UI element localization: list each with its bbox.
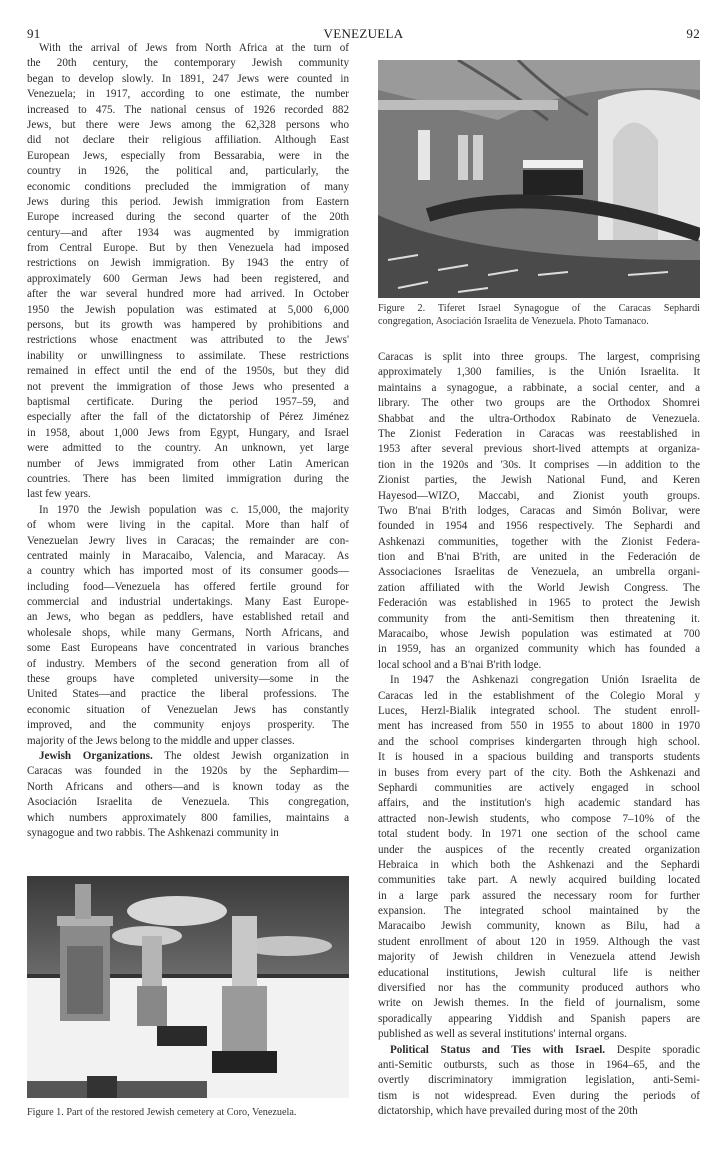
text-line: not prevent the immigration of those Jews who presented a [27, 380, 349, 393]
text-line: Shabbat and the ultra-Orthodox Rabinato de Venezuela. [378, 412, 700, 425]
text-line: anti-Semitic outbursts, such as those in 1964–65, and the [378, 1058, 700, 1071]
text-line: in 1959, has an organized community which has founded a [378, 643, 700, 656]
text-line: remained in effect until the end of the 1950s, but they did [27, 365, 349, 378]
text-line: in a large park assured the necessary room for further [378, 889, 700, 902]
text-line: a country which has imported most of its consumer goods— [27, 565, 349, 578]
text-line: write on Jewish themes. In the field of journalism, some [378, 997, 700, 1010]
text-line: The Zionist Federation in Caracas was reestablished in [378, 427, 700, 440]
text-line: Europe increased during the second quarter of the 20th [27, 211, 349, 224]
text-line: published as well as several institutions' internal organs. [378, 1028, 627, 1041]
text-line: dictatorship, which have prevailed during most of the 20th [378, 1105, 638, 1118]
text-line: It is housed in a spacious building and transports students [378, 751, 700, 764]
text-line: Venezuelan Jewry lives in Caracas; the remainder are con- [27, 534, 349, 547]
text-line: Maracaibo, whose Jewish population was estimated at 700 [378, 628, 700, 641]
right-text-column [378, 350, 700, 1120]
text-line-body: The oldest Jewish organization in [164, 749, 349, 762]
text-line: Asociación Israelita de Venezuela. This congregation, [27, 796, 349, 809]
text-line: restrictions whose enactment was attributed to the Jews' [27, 334, 349, 347]
text-line: Venezuela; in 1917, according to one estimate, the number [27, 88, 349, 101]
page-number-right: 92 [686, 26, 700, 41]
text-line: community from the anti-Semitism then threatening it. [378, 612, 700, 625]
text-line: Two B'nai B'rith lodges, Caracas and Simón Bolivar, were [378, 504, 700, 517]
text-line: including food—Venezuela has offered fertile ground for [27, 580, 349, 593]
text-line: commercial and industrial undertakings. Many East Europe- [27, 596, 349, 609]
text-line: country in 1926, the political and, particularly, the [27, 165, 349, 178]
text-line: expansion. The integrated school maintained by the [378, 905, 700, 918]
text-line: wholesale shops, while many Germans, North Africans, and [27, 626, 349, 639]
text-line: centrated mainly in Maracaibo, Valencia, and Maracay. As [27, 549, 349, 562]
text-line: inability or unwillingness to assimilate. These restrictions [27, 349, 349, 362]
text-line: sporadically appearing Yiddish and Spanish papers are [378, 1012, 700, 1025]
text-line: tion in the 1920s and '30s. It comprises —in addition to the [378, 458, 700, 471]
text-line: number of Jews immigrated from other Latin American [27, 457, 349, 470]
text-line: 1950 the Jewish population was estimated at 5,000 6,000 [27, 303, 349, 316]
text-line: In 1947 the Ashkenazi congregation Unión Israelita de [390, 674, 700, 687]
text-line: economic conditions precluded the immigration of many [27, 180, 349, 193]
text-line: With the arrival of Jews from North Africa at the turn of [39, 42, 349, 54]
text-line: an Jews, who began as peddlers, have established retail and [27, 611, 349, 624]
text-line: countries. There has been limited immigration during the [27, 472, 349, 485]
text-line: restrictions on Jewish immigration. By 1943 the entry of [27, 257, 349, 270]
text-line: Ashkenazi communities, together with the Zionist Federa- [378, 535, 700, 548]
figure-2-caption [378, 302, 700, 329]
text-line: United States—and practice the liberal professions. The [27, 688, 349, 701]
text-line: began to develop slowly. In 1891, 247 Jews were counted in [27, 72, 349, 85]
figure-2-synagogue-photo [378, 60, 700, 298]
left-text-column [27, 41, 349, 841]
text-line: attracted non-Jewish students, who compose 7–10% of the [378, 812, 700, 825]
text-line: Luces, Herzl-Bialik integrated school. The student enroll- [378, 704, 700, 717]
synagogue-photo-image [378, 60, 700, 298]
text-line: ment has increased from 550 in 1955 to about 1800 in 1970 [378, 720, 700, 733]
text-line: library. The other two groups are the Orthodox Shomrei [378, 397, 700, 410]
text-line: In 1970 the Jewish population was c. 15,000, the majority [39, 503, 349, 516]
text-line: Caracas led in the establishment of the Colegio Moral y [378, 689, 700, 702]
text-line: were admitted to the country. An unknown, yet large [27, 442, 349, 455]
text-line: especially after the fall of the dictatorship of Pérez Jiménez [27, 411, 349, 424]
text-line: under the auspices of the recently created organization [378, 843, 700, 856]
text-line: Caracas is split into three groups. The largest, comprising [378, 351, 700, 363]
text-line-body: Despite sporadic [616, 1043, 700, 1056]
text-line: Hebraica in which both the Ashkenazi and the Sephardi [378, 858, 700, 871]
text-line: Hayesod—WIZO, Maccabi, and Zionist youth groups. [378, 489, 700, 502]
text-line: in buses from every part of the city. Both the Ashkenazi and [378, 766, 700, 779]
text-line: in 1958, about 1,000 Jews from Egypt, Hungary, and Israel [27, 426, 349, 439]
cemetery-photo-image [27, 876, 349, 1098]
text-line: diversified nor has the community produced authors who [378, 982, 700, 995]
text-line: of whom were living in the capital. More than half of [27, 519, 349, 532]
text-line: Associaciones Israelitas de Venezuela, an umbrella organi- [378, 566, 700, 579]
text-line [378, 1043, 700, 1058]
text-line: Jews during this period. Jewish immigration from Eastern [27, 195, 349, 208]
text-line: of industry. Members of the second generation from all of [27, 657, 349, 670]
text-line: majority of the Jews belong to the middle and upper classes. [27, 734, 295, 747]
text-line: synagogue and two rabbis. The Ashkenazi community in [27, 826, 279, 839]
text-line: the 20th century, the contemporary Jewish community [27, 57, 349, 70]
running-title: VENEZUELA [323, 26, 404, 41]
text-line: approximately 1,300 families, is the Unión Israelita. It [378, 366, 700, 379]
text-line: which numbers approximately 800 families, maintains a [27, 811, 349, 824]
text-line: these groups have completed university—some in the [27, 673, 349, 686]
text-line: tion and B'nai B'rith, are united in the Federación de [378, 551, 700, 564]
text-line: tism is not widespread. Even during the periods of [378, 1089, 700, 1102]
text-line: increased to 475. The national census of 1926 recorded 882 [27, 103, 349, 116]
text-line: Caracas was founded in the 1920s by the Sephardim— [27, 765, 349, 778]
text-line: zation affiliated with the World Jewish Congress. The [378, 581, 700, 594]
figure-2-caption-line: congregation, Asociación Israelita de Venezuela. Photo Tamanaco. [378, 316, 649, 328]
text-line: total student body. In 1971 one section of the school came [378, 828, 700, 841]
section-heading-jewish-organizations: Jewish Organizations. [39, 749, 153, 762]
text-line: after the war several hundred more had arrived. In October [27, 288, 349, 301]
figure-1-caption: Figure 1. Part of the restored Jewish cemetery at Coro, Venezuela. [27, 1107, 297, 1118]
text-line: Jews, but there were Jews among the 62,328 persons who [27, 118, 349, 131]
text-line: student enrollment of about 120 in 1959. Although the vast [378, 935, 700, 948]
text-line: European Jews, especially from Bessarabia, were in the [27, 149, 349, 162]
text-line: local school and a B'nai B'rith lodge. [378, 658, 542, 671]
text-line: persons, but its growth was hampered by prohibitions and [27, 319, 349, 332]
text-line: Sephardi communities are actively engaged in school [378, 781, 700, 794]
text-line: founded in 1954 and 1956 respectively. The Sephardi and [378, 520, 700, 533]
text-line: affairs, and the institution's high academic standard has [378, 797, 700, 810]
text-line: economic situation of Venezuelan Jews has constantly [27, 703, 349, 716]
page-number-left: 91 [27, 26, 41, 41]
text-line: educational institutions, Jewish cultural life is neither [378, 966, 700, 979]
text-line: overtly discriminatory immigration legislation, anti-Semi- [378, 1074, 700, 1087]
text-line: and the school comprises kindergarten through high school. [378, 735, 700, 748]
text-line: North Africans and others—and is known today as the [27, 780, 349, 793]
text-line: majority of Jewish children in Venezuela attend Jewish [378, 951, 700, 964]
text-line: maintains a synagogue, a rabbinate, a social center, and a [378, 381, 700, 394]
text-line: century—and after 1934 was augmented by immigration [27, 226, 349, 239]
text-line: Federación was established in 1965 to protect the Jewish [378, 597, 700, 610]
figure-2-caption-line: Figure 2. Tiferet Israel Synagogue of the Caracas Sephardi [378, 303, 700, 314]
text-line: did not declare their religious affiliation. Although East [27, 134, 349, 147]
text-line: communities take part. A newly acquired building located [378, 874, 700, 887]
text-line: baptismal certificate. During the period 1957–59, and [27, 395, 349, 408]
text-line: some East Europeans have concentrated in various branches [27, 642, 349, 655]
text-line: 1953 after several previous short-lived attempts at organiza- [378, 443, 700, 456]
section-heading-political-status: Political Status and Ties with Israel. [390, 1043, 606, 1056]
text-line: last few years. [27, 488, 91, 501]
text-line: improved, and the community enjoys prosperity. The [27, 719, 349, 732]
text-line: Maracaibo Jewish community, known as Bilu, had a [378, 920, 700, 933]
figure-1-cemetery-photo [27, 876, 349, 1098]
text-line: approximately 600 German Jews had been registered, and [27, 272, 349, 285]
text-line: from Central Europe. But by then Venezuela had imposed [27, 242, 349, 255]
text-line: Zionist parties, the Jewish National Fund, and Keren [378, 474, 700, 487]
text-line [27, 749, 349, 764]
